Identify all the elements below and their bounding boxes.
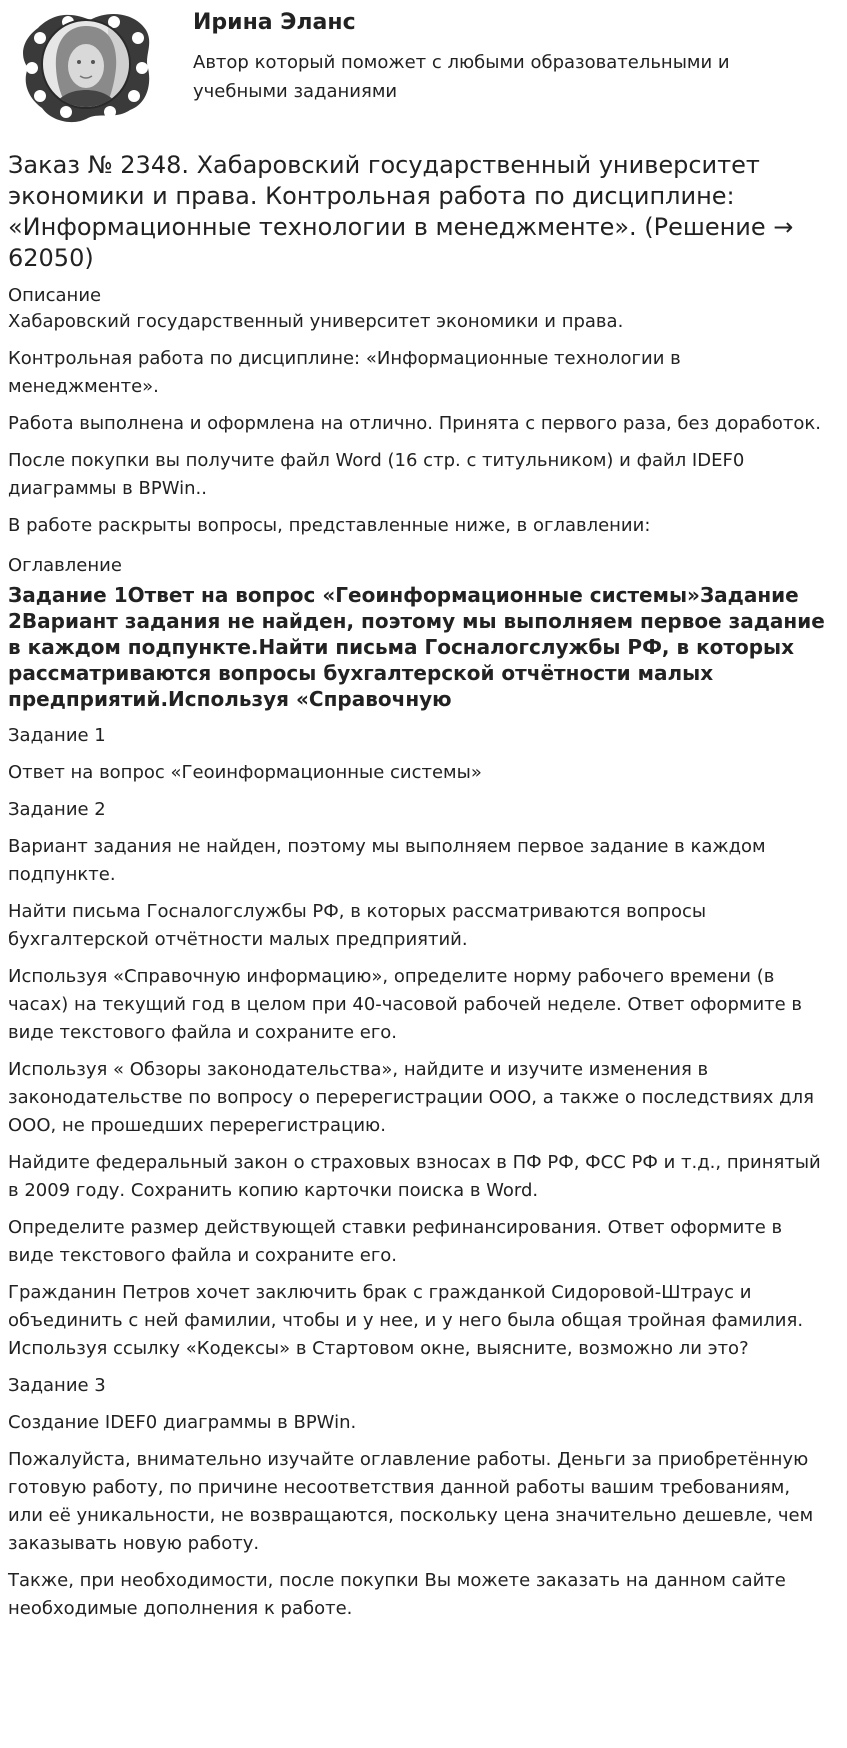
description-paragraph: Хабаровский государственный университет экономики и права. [8,311,624,332]
toc-paragraph: Также, при необходимости, после покупки Вы можете заказать на данном сайте необходимые дополнения к работе. [8,1570,786,1619]
film-reel-avatar-icon [16,8,156,126]
toc-label: Оглавление [8,555,122,576]
author-description: Автор который поможет с любыми образовательными и учебными заданиями [193,52,730,102]
description-paragraph: Работа выполнена и оформлена на отлично. Принята с первого раза, без доработок. [8,413,822,434]
toc-paragraph: Создание IDEF0 диаграммы в BPWin. [8,1412,357,1433]
avatar[interactable] [16,8,156,126]
toc-paragraph: Найти письма Госналогслужбы РФ, в которых рассматриваются вопросы бухгалтерской отчётности малых предприятий. [8,901,707,950]
toc-paragraph: Ответ на вопрос «Геоинформационные системы» [8,762,482,783]
toc-paragraph: Пожалуйста, внимательно изучайте оглавление работы. Деньги за приобретённую готовую работу, по причине несоответствия данной работы вашим требованиям, или её уникальности, не возвращаются, поскольку цена значительно дешевле, чем заказывать новую работу. [8,1449,814,1554]
toc-paragraph: Используя « Обзоры законодательства», найдите и изучите изменения в законодательстве по вопросу о перерегистрации ООО, а также о последствиях для ООО, не прошедших перерегистрацию. [8,1059,814,1136]
description-body [8,308,829,540]
author-block [8,0,829,140]
toc-paragraph: Найдите федеральный закон о страховых взносах в ПФ РФ, ФСС РФ и т.д., принятый в 2009 году. Сохранить копию карточки поиска в Word. [8,1152,821,1201]
description-paragraph: После покупки вы получите файл Word (16 стр. с титульником) и файл IDEF0 диаграммы в BPWin.. [8,450,745,499]
toc-paragraph: Вариант задания не найден, поэтому мы выполняем первое задание в каждом подпункте. [8,836,766,885]
toc-paragraph: Гражданин Петров хочет заключить брак с гражданкой Сидоровой-Штраус и объединить с ней фамилии, чтобы и у нее, и у него была общая тройная фамилия. Используя ссылку «Кодексы» в Стартовом окне, выясните, возможно ли это? [8,1282,804,1359]
toc-paragraph: Задание 2 [8,799,106,820]
toc-body [8,722,829,1623]
toc-paragraph: Задание 3 [8,1375,106,1396]
description-paragraph: Контрольная работа по дисциплине: «Информационные технологии в менеджменте». [8,348,681,397]
description-label: Описание [8,285,102,306]
author-name[interactable]: Ирина Эланс [193,10,356,35]
toc-paragraph: Используя «Справочную информацию», определите норму рабочего времени (в часах) на текущий год в целом при 40-часовой рабочей неделе. Ответ оформите в виде текстового файла и сохраните его. [8,966,803,1043]
toc-paragraph: Определите размер действующей ставки рефинансирования. Ответ оформите в виде текстового файла и сохраните его. [8,1217,783,1266]
toc-paragraph: Задание 1 [8,725,106,746]
toc-summary: Задание 1Ответ на вопрос «Геоинформационные системы»Задание 2Вариант задания не найден, поэтому мы выполняем первое задание в каждом подпункте.Найти письма Госналогслужбы РФ, в которых рассматриваются вопросы бухгалтерской отчётности малых предприятий.Используя «Справочную [8,583,825,711]
description-paragraph: В работе раскрыты вопросы, представленные ниже, в оглавлении: [8,515,651,536]
page-title: Заказ № 2348. Хабаровский государственный университет экономики и права. Контрольная работа по дисциплине: «Информационные технологии в менеджменте». (Решение → 62050) [8,151,794,272]
